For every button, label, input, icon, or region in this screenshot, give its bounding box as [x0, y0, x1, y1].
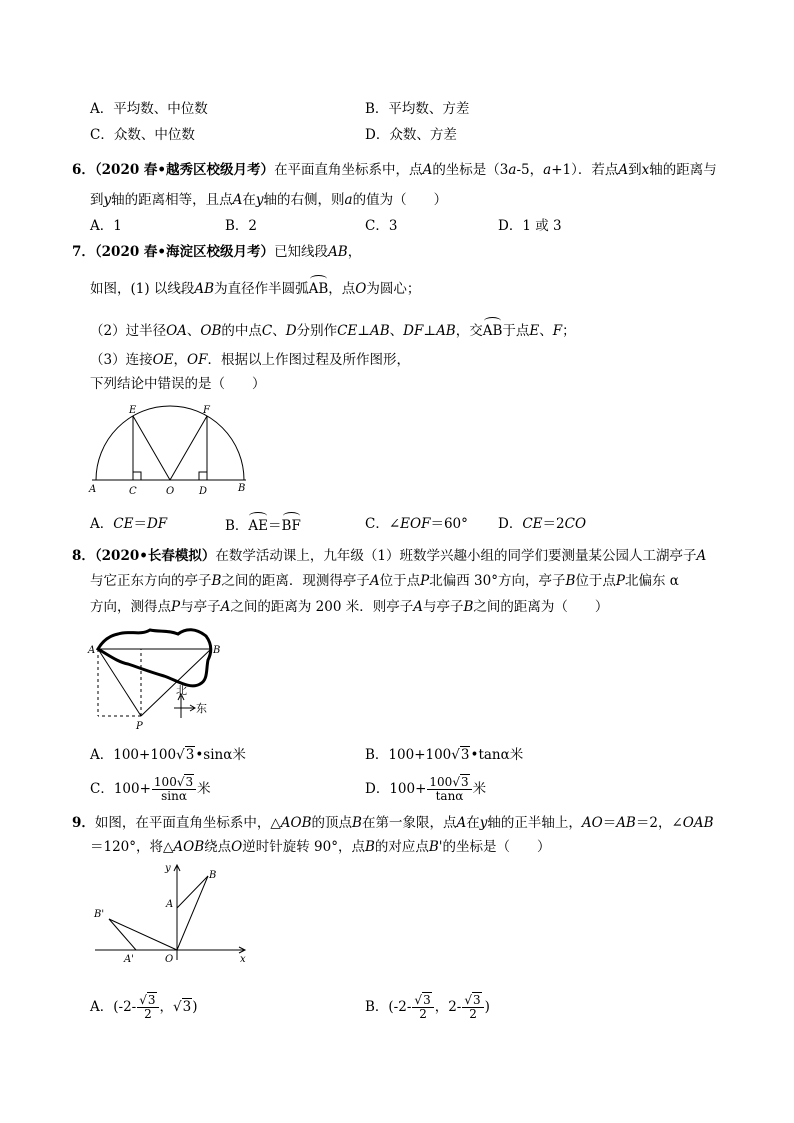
q6-var: y — [255, 192, 264, 208]
q6-var: a — [508, 162, 517, 178]
q7-text: ⊥ — [423, 323, 437, 339]
q9-line-1 — [72, 814, 714, 832]
q7-text: ＝ — [133, 516, 147, 532]
q7-var: AB — [328, 244, 348, 260]
sqrt-radicand: 3 — [423, 993, 431, 1007]
q8-text: 与它正东方向的亭子 — [90, 573, 212, 589]
q8-var: A — [413, 599, 423, 615]
q9-line-2 — [90, 838, 551, 856]
q7-text: A． — [90, 516, 114, 532]
fraction: $\frac{√3}{2}$ — [412, 994, 433, 1021]
q7-step-4: 下列结论中错误的是（ ） — [90, 376, 266, 392]
q7-var: CE — [113, 516, 134, 532]
label-a: A — [166, 899, 174, 910]
q6-option-d: D．1 或 3 — [498, 218, 562, 234]
q7-text: 于点 — [502, 323, 530, 339]
q8-text: 米 — [197, 781, 211, 797]
q7-text: ， — [347, 244, 362, 260]
q6-text: 轴的右侧，则 — [263, 192, 345, 208]
q7-var: O — [355, 281, 367, 297]
q8-line-1 — [72, 547, 706, 565]
q7-var: AB — [369, 323, 390, 339]
sqrt-radicand: 3 — [147, 993, 156, 1007]
q6-var: A — [232, 192, 243, 208]
q6-option-b: B．2 — [225, 218, 258, 234]
segment-ob — [177, 876, 208, 950]
q7-text: 、 — [186, 323, 201, 339]
q7-text: 的中点 — [221, 323, 262, 339]
fraction-denominator: 2 — [419, 1007, 427, 1021]
q7-text: 、 — [272, 323, 286, 339]
q9-option-a: A．(-2- $\frac{√3}{2}$ ，√3) — [90, 993, 198, 1021]
arc-symbol: AE — [248, 515, 268, 535]
right-angle-d — [199, 472, 207, 480]
q9-text: 在 — [466, 815, 480, 831]
label-x: x — [240, 954, 246, 965]
label-a-prime: A' — [124, 954, 134, 965]
q9-var: A — [456, 815, 467, 831]
q9-text: ) — [484, 999, 490, 1015]
q7-text: 为直径作半圆弧 — [214, 281, 309, 297]
q7-text: （2）过半径 — [90, 323, 167, 339]
q9-text: A．(-2- — [90, 999, 137, 1015]
q7-var: CO — [564, 516, 587, 532]
q7-text: ．根据以上作图过程及所作图形， — [207, 352, 410, 368]
q9-var: B — [352, 815, 362, 831]
fraction: $\frac{100√3}{\tan\alpha}$ — [427, 776, 471, 803]
q7-text: ，点 — [328, 281, 356, 297]
q7-var: D — [285, 323, 297, 339]
q5-option-a: A．平均数、中位数 — [90, 101, 208, 117]
q9-var: AOB — [173, 839, 205, 855]
q8-text: 位于点 — [575, 573, 616, 589]
q5-option-d: D．众数、方差 — [365, 127, 457, 143]
q8-line-2 — [90, 572, 679, 590]
q9-text: 如图，在平面直角坐标系中，△ — [94, 815, 281, 831]
q7-text: 分别作 — [296, 323, 338, 339]
right-angle-c — [133, 472, 141, 480]
fraction-numerator: 100 — [153, 775, 177, 789]
q7-var: OA — [166, 323, 187, 339]
q6-text: 到 — [628, 162, 642, 178]
q7-text: B． — [225, 518, 249, 534]
label-y: y — [165, 863, 171, 874]
label-a: A — [89, 484, 97, 495]
q8-var: P — [420, 573, 430, 589]
q7-var: EOF — [400, 516, 431, 532]
label-o: O — [166, 486, 175, 497]
q9-var: AO — [581, 815, 603, 831]
q6-text: 的值为（ ） — [352, 192, 448, 208]
label-a: A — [88, 645, 96, 656]
fraction-denominator: tanα — [435, 789, 464, 803]
q7-var: OB — [200, 323, 222, 339]
sqrt-radicand: 3 — [460, 747, 470, 763]
q9-text: B．(-2- — [365, 999, 412, 1015]
q7-var: OF — [187, 352, 208, 368]
compass-east-label: 东 — [196, 702, 207, 715]
q6-number: 6． — [72, 162, 95, 178]
q7-var: CE — [522, 516, 543, 532]
fraction: $\frac{√3}{2}$ — [462, 994, 483, 1021]
q9-option-b — [365, 994, 490, 1021]
q9-text: ＝120°，将△ — [90, 839, 174, 855]
q8-option-c — [90, 776, 211, 803]
segment-ap — [98, 649, 141, 716]
q7-var: DF — [146, 516, 168, 532]
segment-of — [170, 416, 207, 480]
q8-option-b: B．100+100√3•tanα米 — [365, 747, 524, 763]
q6-var: a — [543, 162, 552, 178]
q6-text: +1）．若点 — [551, 162, 619, 178]
q8-line-3 — [90, 598, 608, 616]
q7-var: C — [261, 323, 273, 339]
q6-text: 的坐标是（3 — [432, 162, 509, 178]
q8-text: 之间的距离．现测得亭子 — [221, 573, 370, 589]
arc-symbol: AB — [309, 278, 329, 298]
q9-text: ＝2，∠ — [635, 815, 683, 831]
q6-var: A — [618, 162, 629, 178]
q9-text: 逆时针旋转 90°，点 — [242, 839, 365, 855]
q8-var: B — [211, 573, 222, 589]
segment-ob-prime — [109, 919, 177, 950]
q8-var: B — [463, 599, 474, 615]
q7-text: ⊥ — [357, 323, 370, 339]
q7-option-a — [90, 515, 167, 533]
q6-var: y — [103, 192, 112, 208]
q7-var: AB — [194, 281, 215, 297]
q6-text: 轴的距离相等，且点 — [111, 192, 233, 208]
q6-text: -5， — [516, 162, 544, 178]
q9-var: B' — [428, 839, 443, 855]
q7-source: （2020 春•海淀区校级月考） — [94, 244, 275, 260]
fraction-numerator: 100 — [429, 775, 453, 789]
q9-text: 的对应点 — [374, 839, 429, 855]
q9-var: AOB — [280, 815, 312, 831]
fraction-denominator: sinα — [161, 789, 187, 803]
label-b-prime: B' — [94, 909, 105, 920]
q9-text: 轴的正半轴上， — [487, 815, 582, 831]
q5-option-b: B．平均数、方差 — [365, 101, 470, 117]
q9-var: y — [479, 815, 488, 831]
sqrt-radicand: 3 — [473, 993, 481, 1007]
fraction-denominator: 2 — [144, 1007, 152, 1021]
fraction: $\frac{100√3}{\sin\alpha}$ — [152, 776, 196, 803]
q8-var: P — [615, 573, 626, 589]
q8-option-d — [365, 776, 486, 803]
q7-var: OE — [152, 352, 174, 368]
q9-number: 9． — [72, 815, 95, 831]
label-b: B — [238, 483, 246, 494]
q9-var: B — [364, 839, 375, 855]
q7-var: CE — [337, 323, 358, 339]
q7-text: ； — [562, 323, 576, 339]
q7-option-c — [365, 515, 468, 533]
q9-text: 在第一象限，点 — [361, 815, 457, 831]
label-f: F — [203, 405, 210, 416]
q8-text: 与亭子 — [180, 599, 221, 615]
q9-var: AB — [616, 815, 636, 831]
q9-text: ) — [192, 999, 198, 1015]
q7-text: 、 — [539, 323, 553, 339]
q7-text: 、 — [389, 323, 404, 339]
q8-text: 之间的距离为 200 米．则亭子 — [230, 599, 414, 615]
segment-oe — [133, 416, 170, 480]
q7-text: D． — [498, 516, 523, 532]
q8-text: C．100+ — [90, 781, 151, 797]
q9-text: 的坐标是（ ） — [442, 839, 551, 855]
sqrt-radicand: 3 — [182, 999, 192, 1015]
label-c: C — [129, 486, 137, 497]
q7-text: 为圆心； — [366, 281, 421, 297]
fraction-denominator: 2 — [469, 1007, 477, 1021]
q8-var: A — [696, 548, 707, 564]
q6-var: A — [422, 162, 433, 178]
q7-text: ， — [173, 352, 188, 368]
q7-var: DF — [403, 323, 424, 339]
q6-text: 到 — [90, 192, 104, 208]
q7-text: （3）连接 — [90, 352, 153, 368]
q6-source: （2020 春•越秀区校级月考） — [94, 162, 275, 178]
sqrt-radicand: 3 — [460, 775, 469, 789]
q6-option-a: A．1 — [90, 218, 122, 234]
q8-var: A — [369, 573, 380, 589]
q7-var: AB — [436, 323, 456, 339]
q6-text: 在平面直角坐标系中，点 — [274, 162, 423, 178]
q7-text: ，交 — [455, 323, 483, 339]
q8-var: P — [171, 599, 181, 615]
label-p: P — [136, 721, 143, 732]
label-e: E — [129, 405, 137, 416]
label-b: B — [209, 870, 217, 881]
q7-number: 7． — [72, 244, 95, 260]
q8-source: （2020•长春模拟） — [94, 548, 216, 564]
label-b: B — [213, 645, 221, 656]
q9-text: 绕点 — [204, 839, 232, 855]
q9-var: O — [231, 839, 243, 855]
q8-text: 北偏西 30°方向，亭子 — [429, 573, 566, 589]
q6-var: a — [344, 192, 353, 208]
q9-text: 的顶点 — [311, 815, 353, 831]
compass-north-label: 北 — [176, 684, 187, 697]
q7-text: ＝2 — [542, 516, 565, 532]
q9-var: OAB — [682, 815, 714, 831]
q8-text: B．100+100 — [365, 747, 452, 763]
q7-text: 如图，(1) 以线段 — [90, 281, 195, 297]
sqrt-radicand: 3 — [185, 747, 195, 763]
q8-text: •sinα米 — [195, 747, 246, 763]
q7-text: 已知线段 — [274, 244, 329, 260]
q8-text: 米 — [472, 781, 487, 797]
lake-outline — [98, 630, 211, 686]
q8-text: 在数学活动课上，九年级（1）班数学兴趣小组的同学们要测量某公园人工湖亭子 — [215, 548, 697, 564]
fraction: $\frac{√3}{2}$ — [137, 994, 158, 1021]
q7-option-d — [498, 515, 586, 533]
label-d: D — [199, 486, 208, 497]
q8-text: 北偏东 α — [625, 573, 679, 589]
sqrt-radicand: 3 — [185, 775, 194, 789]
q9-text: ， — [159, 999, 174, 1015]
q7-text: ＝ — [268, 518, 282, 534]
q5-option-c: C．众数、中位数 — [90, 127, 195, 143]
segment-b-prime-a-prime — [109, 919, 136, 950]
q8-text: 与亭子 — [422, 599, 464, 615]
q9-text: ＝ — [602, 815, 617, 831]
arc-symbol: BF — [282, 515, 301, 535]
segment-ab — [177, 876, 208, 908]
q9-text: ，2- — [434, 999, 462, 1015]
q7-text: C．∠ — [365, 516, 401, 532]
q8-text: 方向，测得点 — [90, 599, 171, 615]
q8-text: 位于点 — [379, 573, 421, 589]
semicircle-arc — [96, 406, 244, 480]
q8-text: D．100+ — [365, 781, 427, 797]
q6-text: 在 — [242, 192, 256, 208]
q8-text: •tanα米 — [470, 747, 524, 763]
q6-option-c: C．3 — [365, 218, 398, 234]
arc-symbol: AB — [483, 320, 503, 340]
label-o: O — [165, 954, 174, 965]
q8-var: A — [220, 599, 231, 615]
q6-var: x — [641, 162, 650, 178]
q8-text: 之间的距离为（ ） — [473, 599, 609, 615]
q8-var: B — [565, 573, 576, 589]
q6-text: 轴的距离与 — [649, 162, 717, 178]
q7-option-b — [225, 515, 301, 535]
q7-text: ＝60° — [430, 516, 468, 532]
q7-var: E — [529, 323, 540, 339]
q7-var: F — [552, 323, 563, 339]
q8-option-a: A．100+100√3•sinα米 — [90, 747, 246, 763]
q8-text: A．100+100 — [90, 747, 177, 763]
q8-number: 8． — [72, 548, 95, 564]
